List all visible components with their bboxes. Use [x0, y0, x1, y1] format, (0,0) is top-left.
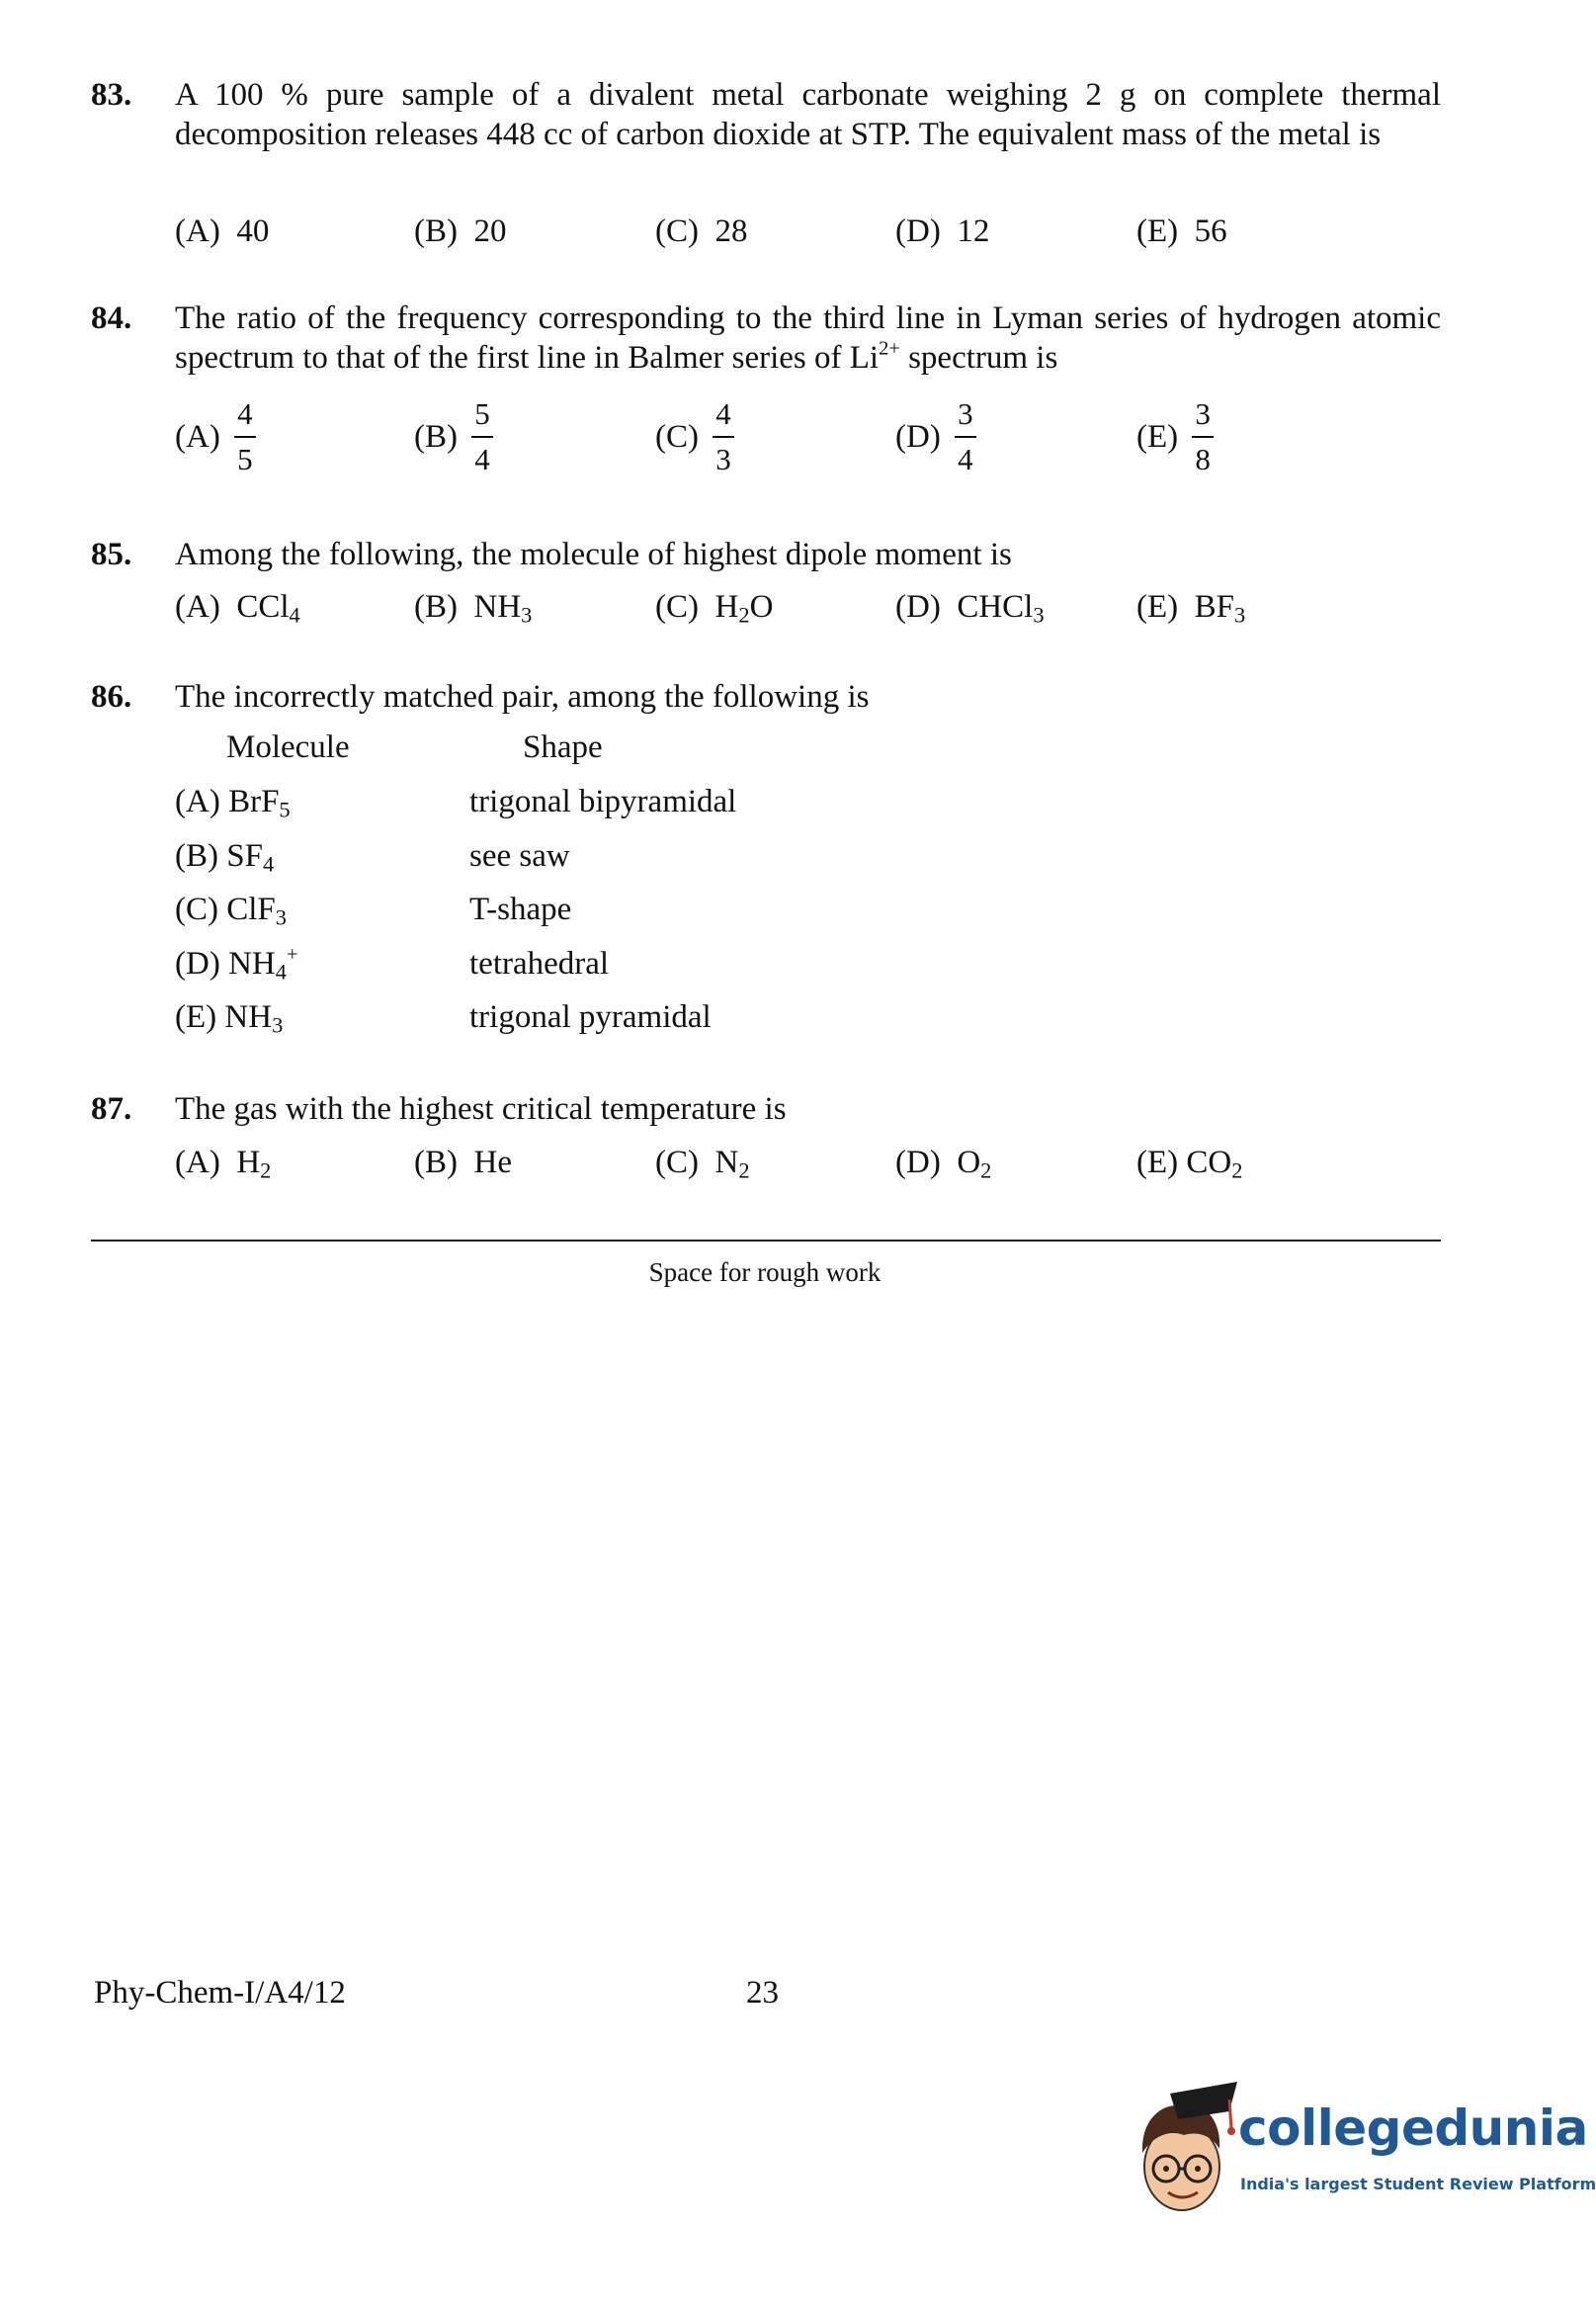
rough-work-label: Space for rough work	[648, 1257, 882, 1287]
brand-name: collegedunia	[1238, 2099, 1588, 2157]
question-text: The incorrectly matched pair, among the following is	[175, 679, 870, 715]
question-87	[91, 1089, 1441, 1129]
question-number: 85.	[91, 537, 132, 572]
option-b: (B) $\frac{5}{4}$	[414, 397, 493, 476]
option-e: (E) $BF_3$	[1136, 589, 1246, 628]
column-header-shape: Shape	[523, 729, 603, 765]
option-b: (B) 20	[414, 214, 507, 249]
option-c: (C) $H_2O$	[655, 589, 774, 628]
column-header-molecule: Molecule	[226, 729, 350, 765]
question-number: 87.	[91, 1091, 132, 1127]
fraction: $\frac{5}{4}$	[471, 397, 493, 476]
fraction: $\frac{4}{3}$	[713, 397, 734, 476]
option-c: (C) 28	[655, 214, 748, 249]
option-d: (D) 12	[895, 214, 990, 249]
shape-cell: tetrahedral	[469, 946, 610, 982]
option-d: (D) $\frac{3}{4}$	[895, 397, 976, 476]
option-c: (C) $\frac{4}{3}$	[655, 397, 734, 476]
paper-code: Phy-Chem-I/A4/12	[94, 1975, 346, 2011]
question-86	[91, 677, 1441, 717]
fraction: $\frac{3}{8}$	[1192, 397, 1214, 476]
option-e: (E) 56	[1136, 214, 1227, 249]
fraction: $\frac{4}{5}$	[234, 397, 256, 476]
molecule-cell: (E) $NH_3$	[175, 999, 284, 1038]
option-e: (E) $CO_2$	[1136, 1145, 1243, 1183]
option-a: (A) CCl$_4$	[175, 589, 300, 628]
question-text: Among the following, the molecule of highest dipole moment is	[175, 537, 1012, 572]
species: Li	[849, 340, 880, 376]
option-d: (D) $O_2$	[895, 1145, 992, 1183]
question-84	[91, 299, 1441, 378]
molecule-cell: (D) $NH_4^+$	[175, 943, 298, 985]
shape-cell: T-shape	[469, 892, 572, 927]
option-e: (E) $\frac{3}{8}$	[1136, 397, 1214, 476]
question-number: 83.	[91, 77, 132, 113]
question-number: 84.	[91, 300, 132, 336]
collegedunia-logo	[1123, 2080, 1596, 2228]
option-a: (A) 40	[175, 214, 270, 249]
option-b: (B) He	[414, 1145, 512, 1180]
question-83	[91, 75, 1441, 154]
divider	[91, 1240, 1441, 1242]
brand-tagline: India's largest Student Review Platform	[1240, 2175, 1596, 2193]
question-number: 86.	[91, 679, 132, 715]
shape-cell: see saw	[469, 838, 570, 874]
species-charge: 2+	[879, 337, 900, 360]
fraction: $\frac{3}{4}$	[955, 397, 976, 476]
molecule-cell: (C) ClF$_3$	[175, 892, 288, 930]
mascot-icon	[1123, 2080, 1239, 2228]
question-85	[91, 535, 1441, 574]
option-c: (C) $N_2$	[655, 1145, 750, 1183]
question-text: The gas with the highest critical temperature is	[175, 1091, 787, 1127]
option-a: (A) $\frac{4}{5}$	[175, 397, 256, 476]
option-d: (D) CHCl$_3$	[895, 589, 1045, 628]
shape-cell: trigonal bipyramidal	[469, 784, 737, 819]
page-number: 23	[746, 1975, 779, 2011]
molecule-cell: (B) $SF_4$	[175, 838, 275, 877]
shape-cell: trigonal pyramidal	[469, 999, 712, 1035]
question-text: The ratio of the frequency corresponding to the third line in Lyman series of hydrogen atomic spectrum to that of the first line in Balmer series of $Li^{2+}$ spectrum is	[175, 300, 1441, 376]
option-a: (A) $H_2$	[175, 1145, 272, 1183]
option-b: (B) $NH_3$	[414, 589, 533, 628]
question-text: A 100 % pure sample of a divalent metal carbonate weighing 2 g on complete thermal decomposition releases 448 cc of carbon dioxide at STP. The equivalent mass of the metal is	[175, 77, 1441, 152]
molecule-cell: (A) BrF$_5$	[175, 784, 291, 822]
